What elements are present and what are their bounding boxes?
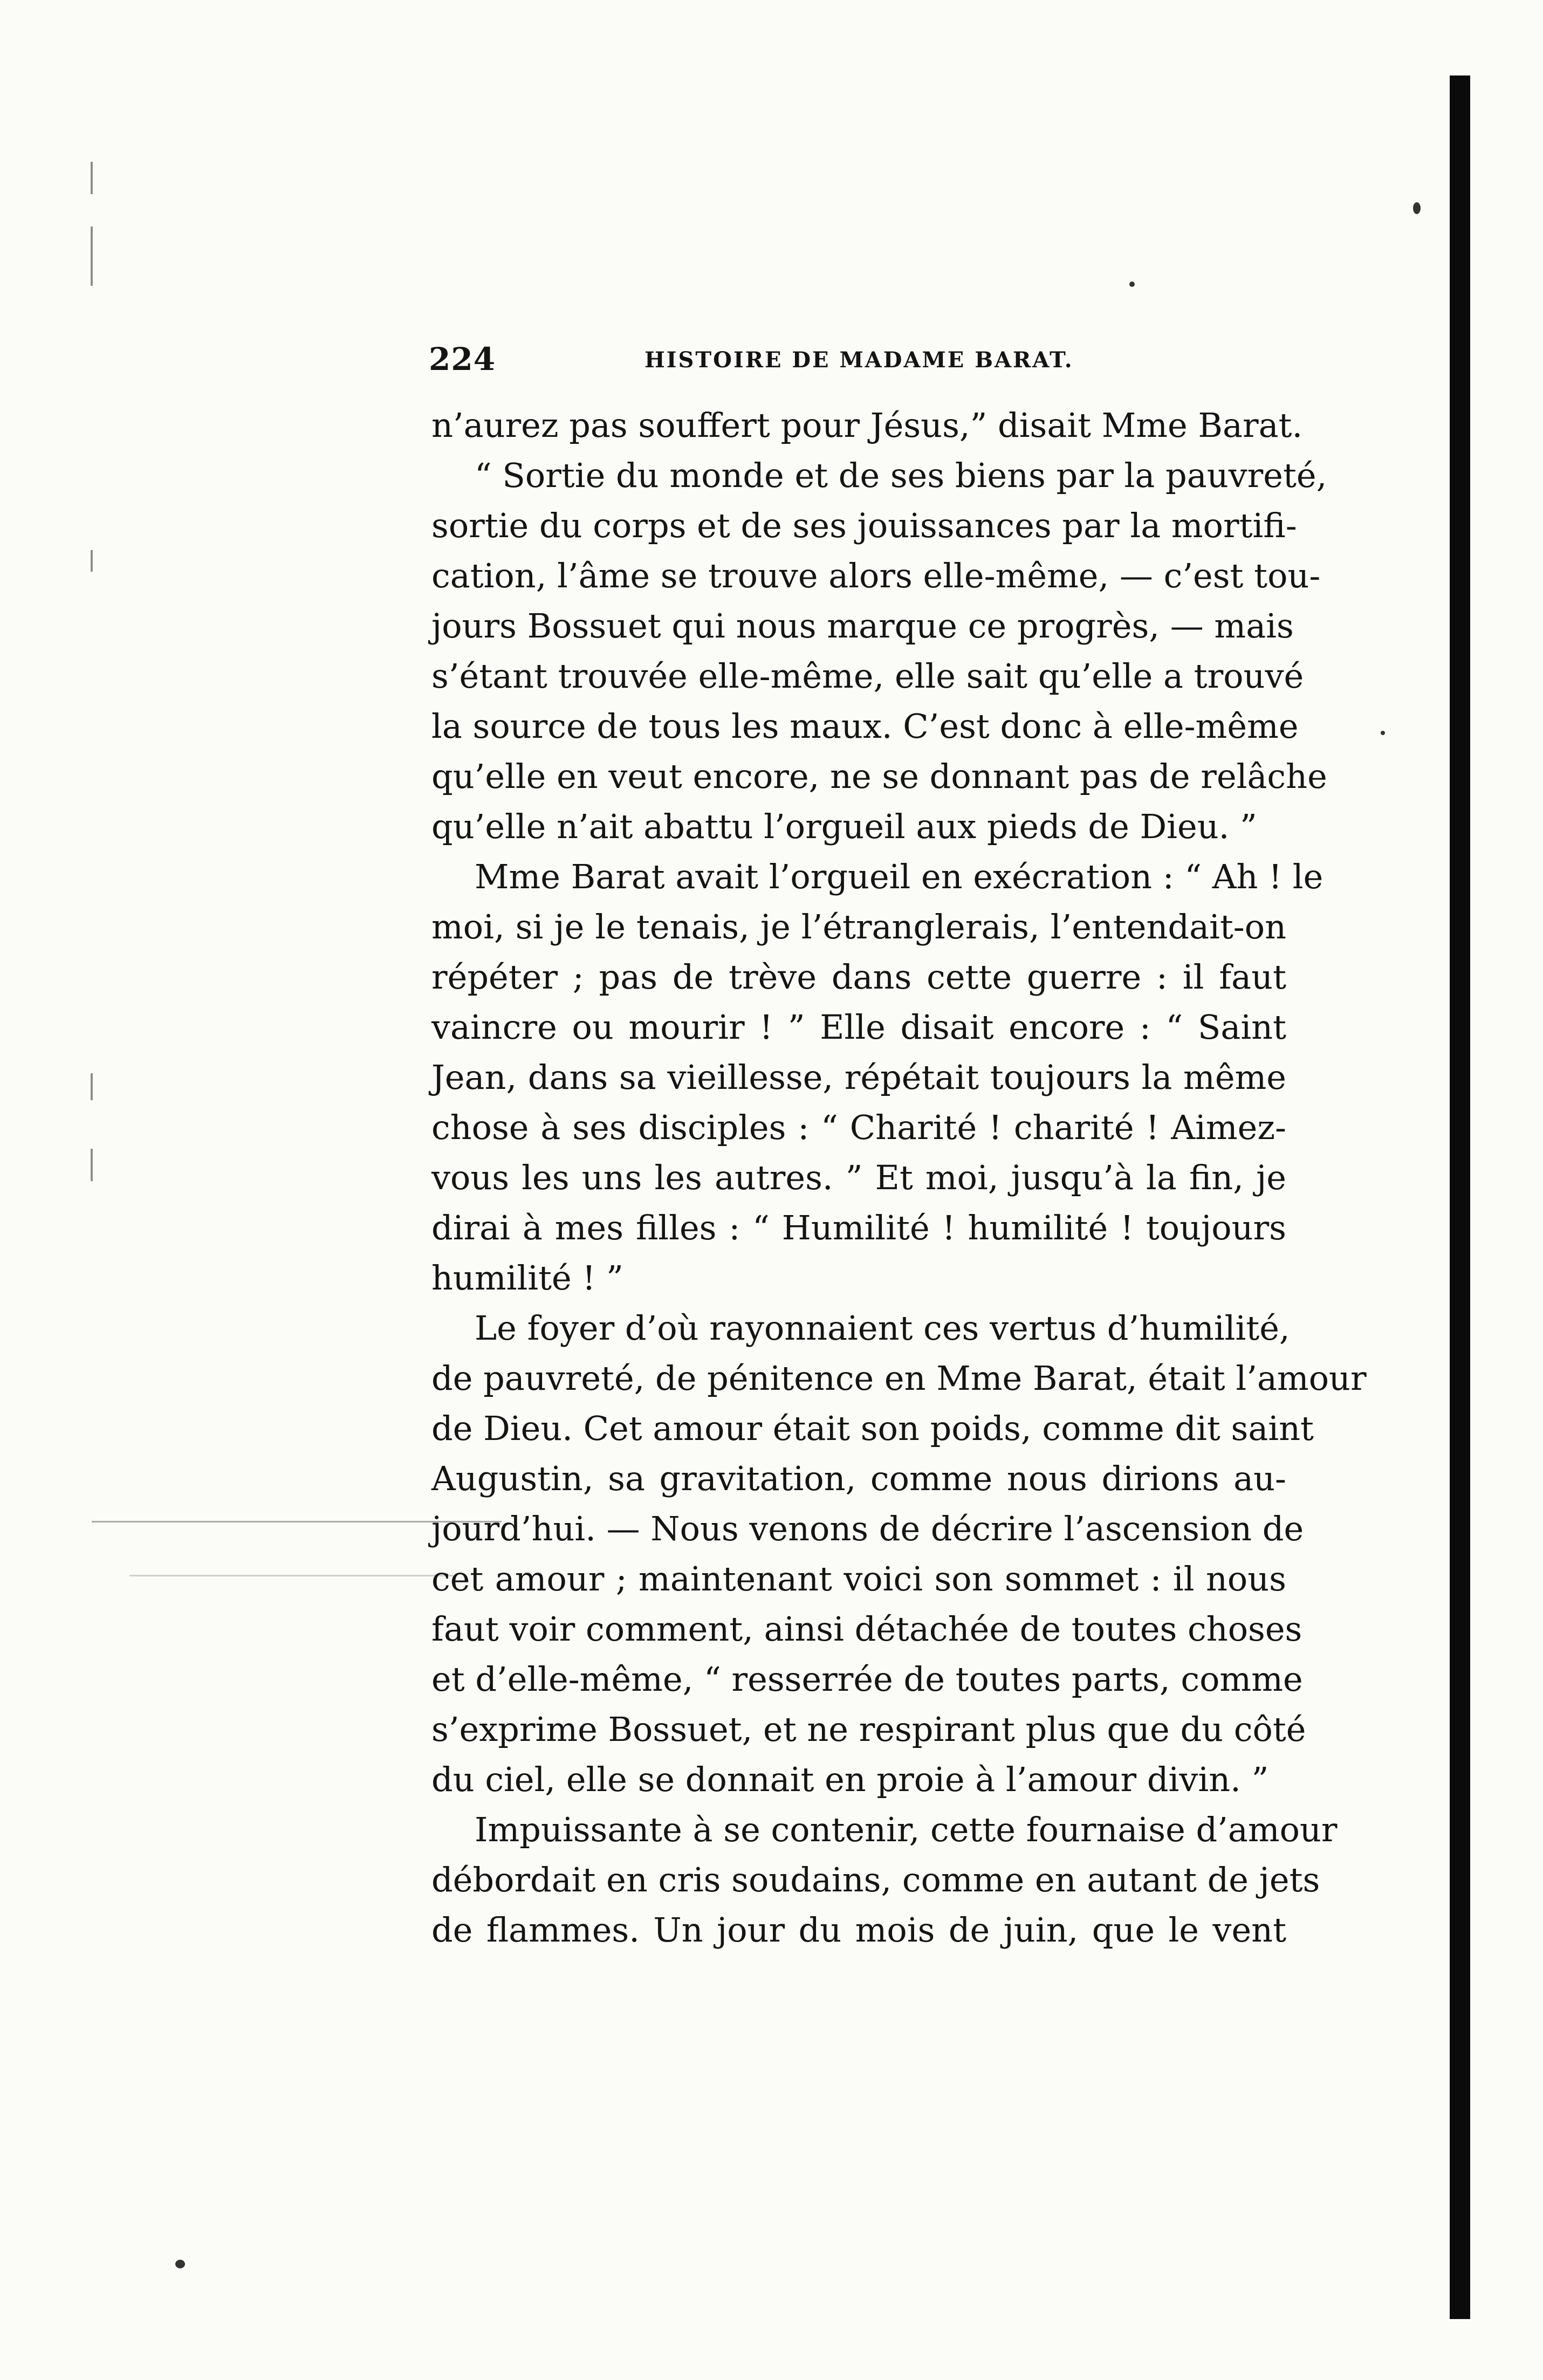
text-line: dirai à mes filles : “ Humilité ! humilité ! toujours bbox=[431, 1208, 1286, 1247]
text-line: et d’elle-même, “ resserrée de toutes parts, comme bbox=[431, 1659, 1303, 1699]
scan-margin-mark bbox=[91, 227, 93, 286]
scan-speck bbox=[1381, 731, 1385, 735]
text-line: moi, si je le tenais, je l’étranglerais, l’entendait-on bbox=[431, 907, 1286, 946]
scan-margin-mark bbox=[91, 550, 93, 572]
scan-dark-edge bbox=[1450, 76, 1470, 2319]
text-line: s’exprime Bossuet, et ne respirant plus que du côté bbox=[431, 1710, 1306, 1749]
body-text bbox=[431, 400, 1367, 1955]
running-head: HISTOIRE DE MADAME BARAT. bbox=[644, 347, 1074, 373]
text-line: cet amour ; maintenant voici son sommet : il nous bbox=[431, 1559, 1286, 1599]
page-header bbox=[429, 341, 1302, 384]
scan-margin-mark bbox=[91, 1149, 93, 1181]
text-line: du ciel, elle se donnait en proie à l’amour divin. ” bbox=[431, 1760, 1269, 1799]
scan-speck bbox=[1413, 202, 1421, 214]
scan-speck bbox=[175, 2260, 185, 2268]
text-line: Augustin, sa gravitation, comme nous dirions au- bbox=[431, 1459, 1286, 1498]
text-line: chose à ses disciples : “ Charité ! charité ! Aimez- bbox=[431, 1108, 1286, 1147]
scan-margin-mark bbox=[91, 162, 93, 194]
text-line: faut voir comment, ainsi détachée de toutes choses bbox=[431, 1609, 1302, 1649]
text-line: qu’elle n’ait abattu l’orgueil aux pieds de Dieu. ” bbox=[431, 807, 1257, 846]
scan-margin-mark bbox=[91, 1073, 93, 1100]
text-line: n’aurez pas souffert pour Jésus,” disait Mme Barat. bbox=[431, 406, 1303, 445]
text-line: Le foyer d’où rayonnaient ces vertus d’humilité, bbox=[475, 1308, 1290, 1348]
text-line: la source de tous les maux. C’est donc à elle-même bbox=[431, 707, 1299, 746]
text-line: jours Bossuet qui nous marque ce progrès, — mais bbox=[431, 606, 1294, 646]
text-line: cation, l’âme se trouve alors elle-même, — c’est tou- bbox=[431, 556, 1321, 595]
text-line: de Dieu. Cet amour était son poids, comme dit saint bbox=[431, 1409, 1314, 1448]
text-line: qu’elle en veut encore, ne se donnant pas de relâche bbox=[431, 757, 1327, 796]
scan-speck bbox=[1129, 282, 1135, 287]
text-line: débordait en cris soudains, comme en autant de jets bbox=[431, 1860, 1320, 1899]
text-line: humilité ! ” bbox=[431, 1258, 623, 1298]
text-line: répéter ; pas de trève dans cette guerre : il faut bbox=[431, 957, 1286, 997]
text-line: vous les uns les autres. ” Et moi, jusqu’à la fin, je bbox=[431, 1158, 1286, 1197]
text-line: sortie du corps et de ses jouissances par la mortifi- bbox=[431, 506, 1297, 545]
text-line: jourd’hui. — Nous venons de décrire l’ascension de bbox=[431, 1509, 1304, 1548]
text-line: Impuissante à se contenir, cette fournaise d’amour bbox=[475, 1810, 1338, 1849]
text-line: “ Sortie du monde et de ses biens par la pauvreté, bbox=[475, 456, 1327, 495]
text-line: de pauvreté, de pénitence en Mme Barat, était l’amour bbox=[431, 1359, 1367, 1398]
text-line: Jean, dans sa vieillesse, répétait toujours la même bbox=[431, 1058, 1286, 1097]
text-line: de flammes. Un jour du mois de juin, que le vent bbox=[431, 1910, 1286, 1950]
text-line: s’étant trouvée elle-même, elle sait qu’elle a trouvé bbox=[431, 656, 1304, 696]
text-line: vaincre ou mourir ! ” Elle disait encore : “ Saint bbox=[431, 1007, 1286, 1047]
text-line: Mme Barat avait l’orgueil en exécration : “ Ah ! le bbox=[475, 857, 1323, 896]
page-number: 224 bbox=[429, 341, 496, 378]
scan-streak bbox=[129, 1575, 453, 1576]
